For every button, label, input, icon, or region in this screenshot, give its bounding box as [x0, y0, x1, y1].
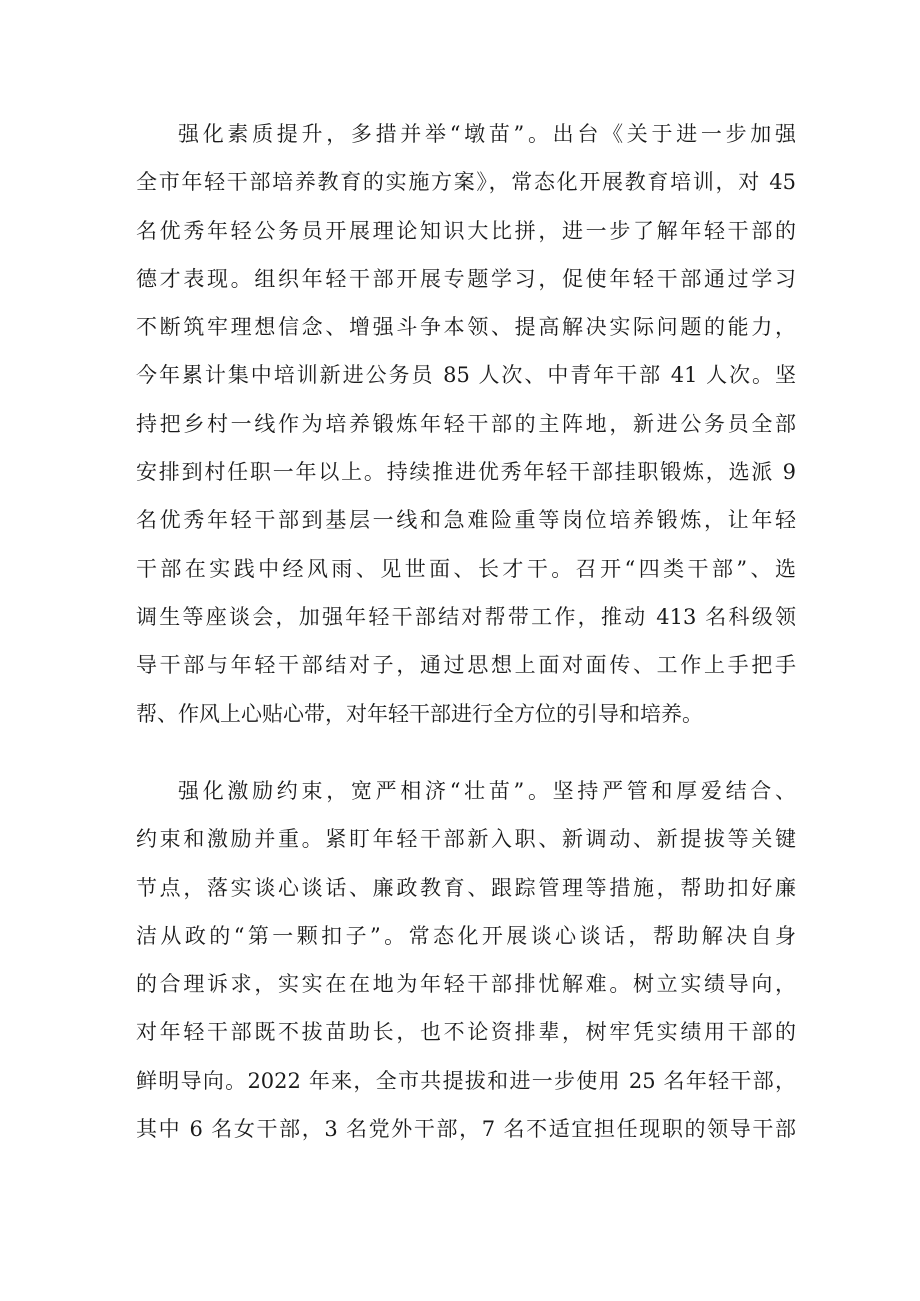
- paragraph-line: 导干部与年轻干部结对子，通过思想上面对面传、工作上手把手: [136, 653, 796, 678]
- paragraph-line: 强化激励约束，宽严相济“壮苗”。坚持严管和厚爱结合、: [178, 779, 796, 803]
- paragraph-line: 帮、作风上心贴心带，对年轻干部进行全方位的引导和培养。: [136, 701, 703, 726]
- paragraph-line: 德才表现。组织年轻干部开展专题学习，促使年轻干部通过学习: [136, 266, 796, 291]
- paragraph-line: 不断筑牢理想信念、增强斗争本领、提高解决实际问题的能力，: [136, 315, 796, 340]
- paragraph-line: 调生等座谈会，加强年轻干部结对帮带工作，推动 413 名科级领: [136, 604, 796, 629]
- paragraph-line: 其中 6 名女干部，3 名党外干部，7 名不适宜担任现职的领导干部: [136, 1117, 796, 1142]
- paragraph-line: 节点，落实谈心谈话、廉政教育、跟踪管理等措施，帮助扣好廉: [136, 875, 796, 900]
- paragraph-line: 鲜明导向。2022 年来，全市共提拔和进一步使用 25 名年轻干部，: [136, 1068, 796, 1093]
- paragraph-line: 对年轻干部既不拔苗助长，也不论资排辈，树牢凭实绩用干部的: [136, 1020, 796, 1045]
- paragraph-line: 干部在实践中经风雨、见世面、长才干。召开“四类干部”、选: [136, 556, 796, 581]
- paragraph-line: 今年累计集中培训新进公务员 85 人次、中青年干部 41 人次。坚: [136, 363, 796, 388]
- paragraph-line: 洁从政的“第一颗扣子”。常态化开展谈心谈话，帮助解决自身: [136, 923, 796, 948]
- paragraph-line: 持把乡村一线作为培养锻炼年轻干部的主阵地，新进公务员全部: [136, 411, 796, 436]
- paragraph-line: 的合理诉求，实实在在地为年轻干部排忧解难。树立实绩导向，: [136, 972, 796, 997]
- paragraph-line: 名优秀年轻干部到基层一线和急难险重等岗位培养锻炼，让年轻: [136, 508, 796, 533]
- paragraph-line: 强化素质提升，多措并举“墩苗”。出台《关于进一步加强: [178, 122, 796, 146]
- paragraph-line: 约束和激励并重。紧盯年轻干部新入职、新调动、新提拔等关键: [136, 827, 796, 852]
- paragraph-line: 名优秀年轻公务员开展理论知识大比拼，进一步了解年轻干部的: [136, 218, 796, 243]
- paragraph-line: 全市年轻干部培养教育的实施方案》，常态化开展教育培训，对 45: [136, 170, 796, 195]
- paragraph-talent-cultivation: [136, 110, 796, 738]
- paragraph-line: 安排到村任职一年以上。持续推进优秀年轻干部挂职锻炼，选派 9: [136, 460, 796, 485]
- paragraph-incentive-constraint: [136, 767, 796, 1153]
